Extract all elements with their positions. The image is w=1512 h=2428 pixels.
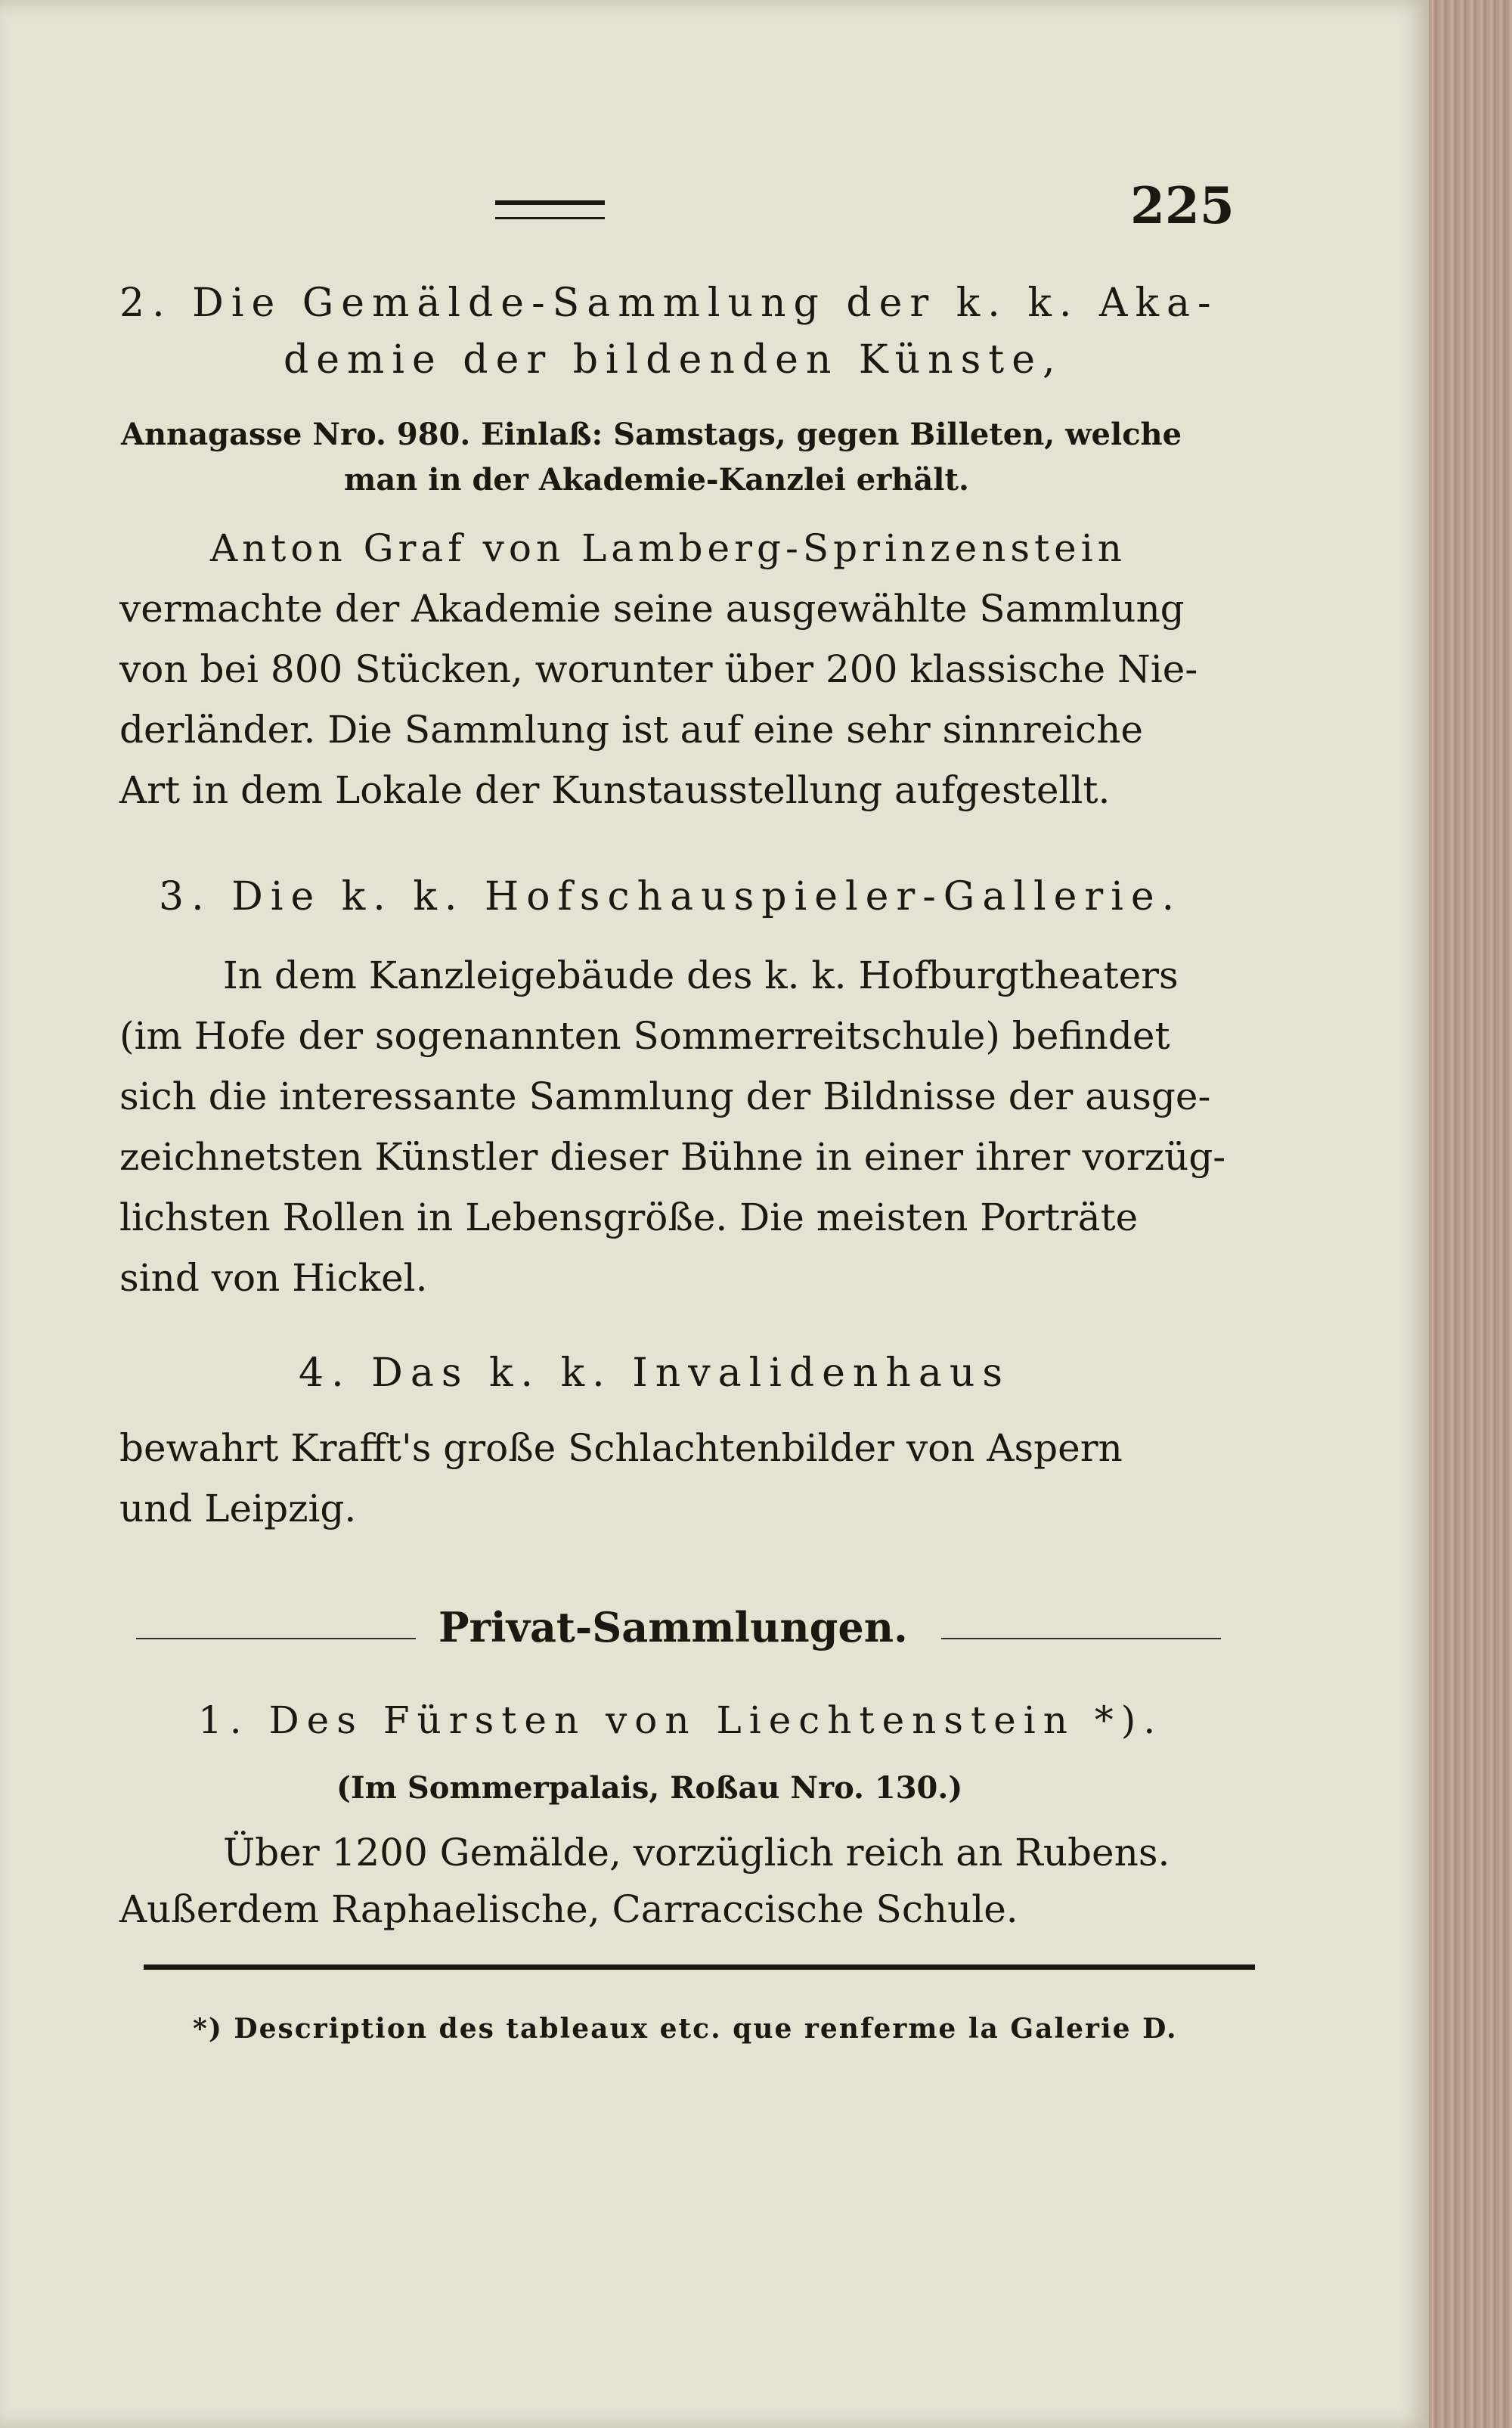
heading-rule-left <box>136 1638 416 1639</box>
liechtenstein-title: 1. Des Fürsten von Liechtenstein *). <box>198 1698 1163 1742</box>
footnote-text: *) Description des tableaux etc. que renferme la Galerie D. <box>193 2013 1178 2045</box>
header-ornament-rule <box>495 200 605 219</box>
private-collections-heading: Privat-Sammlungen. <box>438 1603 908 1651</box>
section-3-paragraph-line-2: (im Hofe der sogenannten Sommerreitschule) befindet <box>119 1014 1170 1058</box>
section-3-paragraph-line-6: sind von Hickel. <box>119 1256 428 1300</box>
liechtenstein-paragraph-line-2: Außerdem Raphaelische, Carraccische Schule. <box>119 1887 1018 1931</box>
section-2-paragraph-line-4: derländer. Die Sammlung ist auf eine sehr sinnreiche <box>119 708 1143 752</box>
section-2-paragraph-line-2: vermachte der Akademie seine ausgewählte Sammlung <box>119 587 1185 631</box>
page-edge-stack <box>1429 0 1512 2428</box>
page-number: 225 <box>1130 176 1235 235</box>
section-3-title: 3. Die k. k. Hofschauspieler-Gallerie. <box>159 874 1182 919</box>
section-3-paragraph-line-3: sich die interessante Sammlung der Bildnisse der ausge- <box>119 1074 1211 1118</box>
section-4-title: 4. Das k. k. Invalidenhaus <box>299 1350 1011 1396</box>
liechtenstein-address: (Im Sommerpalais, Roßau Nro. 130.) <box>336 1770 963 1806</box>
section-2-paragraph-line-1: Anton Graf von Lamberg-Sprinzenstein <box>210 526 1126 570</box>
section-3-paragraph-line-5: lichsten Rollen in Lebensgröße. Die meisten Porträte <box>119 1195 1139 1239</box>
section-4-paragraph-line-2: und Leipzig. <box>119 1487 357 1530</box>
section-2-paragraph-line-5: Art in dem Lokale der Kunstausstellung aufgestellt. <box>119 768 1111 812</box>
section-2-address-line-2: man in der Akademie-Kanzlei erhält. <box>344 462 969 498</box>
section-2-address-line-1: Annagasse Nro. 980. Einlaß: Samstags, gegen Billeten, welche <box>121 417 1182 452</box>
liechtenstein-paragraph-line-1: Über 1200 Gemälde, vorzüglich reich an Rubens. <box>223 1831 1170 1874</box>
section-2-title-line-1: 2. Die Gemälde-Sammlung der k. k. Aka- <box>119 281 1219 326</box>
heading-rule-right <box>941 1638 1221 1639</box>
section-4-paragraph-line-1: bewahrt Krafft's große Schlachtenbilder von Aspern <box>119 1426 1123 1470</box>
section-2-title-line-2: demie der bildenden Künste, <box>284 337 1063 383</box>
footnote-rule <box>144 1964 1255 1970</box>
section-2-paragraph-line-3: von bei 800 Stücken, worunter über 200 klassische Nie- <box>119 647 1198 691</box>
section-3-paragraph-line-1: In dem Kanzleigebäude des k. k. Hofburgtheaters <box>223 954 1179 997</box>
section-3-paragraph-line-4: zeichnetsten Künstler dieser Bühne in einer ihrer vorzüg- <box>119 1135 1226 1179</box>
